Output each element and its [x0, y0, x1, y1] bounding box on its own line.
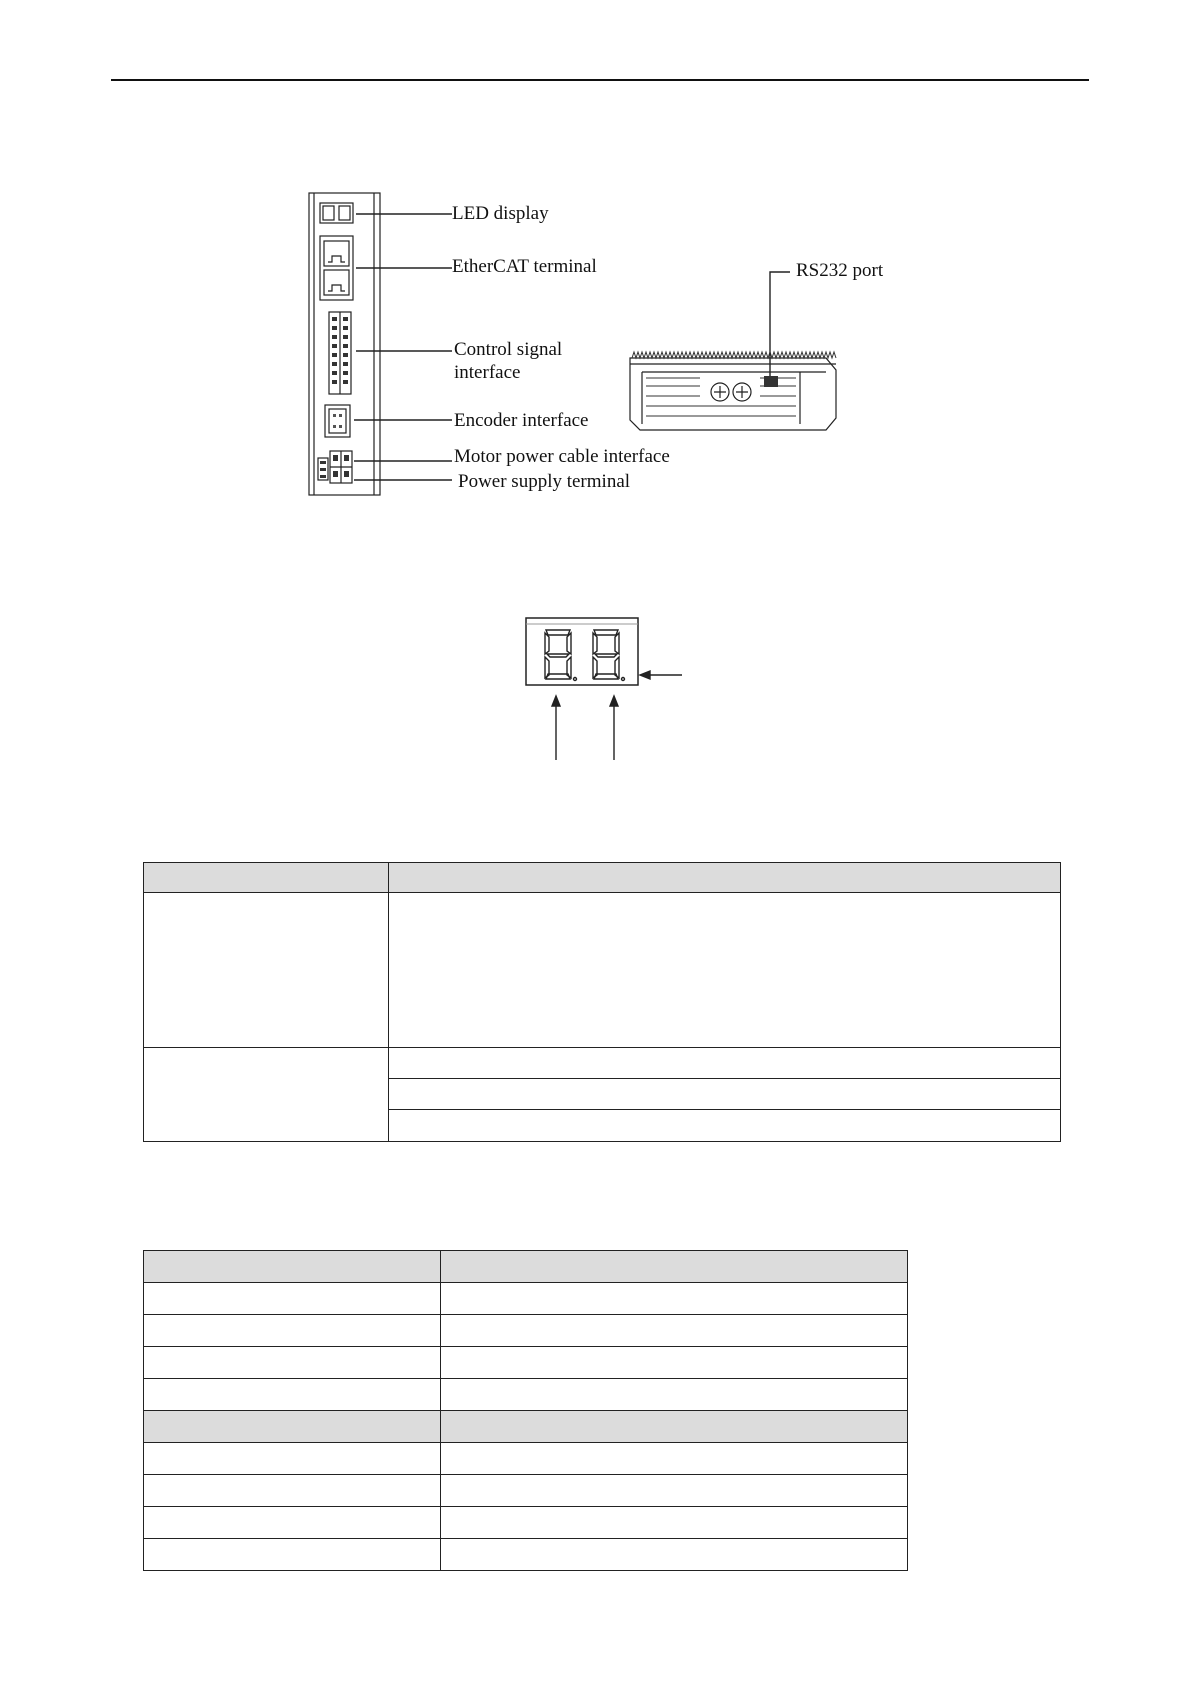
table-cell [144, 1251, 441, 1283]
table-cell [144, 1507, 441, 1539]
table-2-header-row [144, 1251, 908, 1283]
table-row [144, 1048, 1061, 1079]
panel-led-icon [320, 203, 353, 223]
table-cell [144, 863, 389, 893]
callout-leaders [354, 214, 452, 480]
table-row [144, 1475, 908, 1507]
heatsink-fins [632, 352, 836, 416]
table-cell [441, 1539, 908, 1571]
side-view [630, 358, 836, 430]
digit-1 [545, 630, 577, 681]
rs232-leader [770, 272, 790, 376]
digit-2 [593, 630, 625, 681]
table-cell [389, 893, 1061, 1048]
table-row [144, 1283, 908, 1315]
table-2-subheader-row [144, 1411, 908, 1443]
callout-motor-power: Motor power cable interface [454, 446, 670, 467]
table-cell [144, 1411, 441, 1443]
table-cell [441, 1411, 908, 1443]
table-cell [441, 1315, 908, 1347]
callout-encoder-interface: Encoder interface [454, 410, 589, 431]
drive-panel-diagram [0, 0, 1191, 800]
table-cell [144, 1283, 441, 1315]
table-cell [144, 893, 389, 1048]
table-cell [144, 1379, 441, 1411]
table-cell [389, 1079, 1061, 1110]
table-cell [144, 1048, 389, 1142]
led-display-enlarged [526, 618, 682, 760]
table-cell [389, 1048, 1061, 1079]
table-2 [143, 1250, 908, 1571]
table-cell [441, 1379, 908, 1411]
encoder-pins [333, 414, 342, 428]
table-row [144, 1379, 908, 1411]
table-1-header-row [144, 863, 1061, 893]
table-row [144, 1507, 908, 1539]
table-1 [143, 862, 1061, 1142]
table-cell [441, 1251, 908, 1283]
table-cell [144, 1347, 441, 1379]
callout-ethercat-terminal: EtherCAT terminal [452, 256, 597, 277]
table-cell [441, 1443, 908, 1475]
callout-rs232-port: RS232 port [796, 260, 884, 281]
encoder-connector-icon [325, 405, 350, 437]
table-cell [144, 1539, 441, 1571]
table-cell [144, 1443, 441, 1475]
table-cell [441, 1475, 908, 1507]
table-row [144, 1539, 908, 1571]
table-row [144, 1443, 908, 1475]
table-cell [441, 1283, 908, 1315]
table-row [144, 1347, 908, 1379]
callout-led-display: LED display [452, 203, 549, 224]
table-row [144, 1315, 908, 1347]
ethercat-ports-icon [320, 236, 353, 300]
table-cell [144, 1475, 441, 1507]
table-cell [441, 1347, 908, 1379]
table-cell [389, 863, 1061, 893]
callout-control-signal-line2: interface [454, 362, 521, 383]
table-cell [389, 1110, 1061, 1142]
rs232-connector-icon [764, 376, 778, 387]
table-cell [441, 1507, 908, 1539]
table-row [144, 893, 1061, 1048]
callout-control-signal-line1: Control signal [454, 339, 563, 360]
table-cell [144, 1315, 441, 1347]
callout-power-supply: Power supply terminal [458, 471, 631, 492]
